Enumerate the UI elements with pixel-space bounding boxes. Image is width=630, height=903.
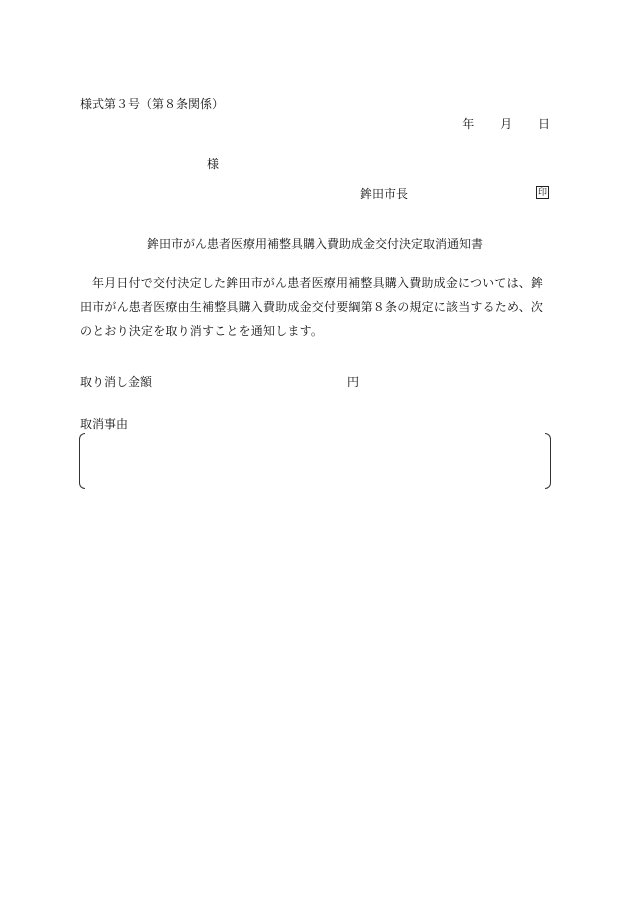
- reason-bracket-right: [545, 433, 551, 489]
- document-title: 鉾田市がん患者医療用補整具購入費助成金交付決定取消通知書: [146, 237, 483, 251]
- recipient-honorific: 様: [207, 157, 220, 171]
- body-paragraph: 年月日付で交付決定した鉾田市がん患者医療用補整具購入費助成金については、鉾田市がん患者医療由生補整具購入費助成金交付要綱第８条の規定に該当するため、次のとおり決定を取り消すことを通知します。: [80, 276, 544, 338]
- date-year: 年: [462, 117, 475, 131]
- form-number: 様式第３号（第８条関係）: [80, 97, 225, 111]
- seal-icon: 印: [537, 188, 547, 198]
- amount-label: 取り消し金額: [80, 375, 153, 389]
- date-day: 日: [537, 117, 550, 131]
- amount-unit: 円: [347, 375, 360, 389]
- reason-label: 取消事由: [80, 417, 129, 431]
- date-line: [462, 118, 550, 130]
- reason-bracket-left: [79, 433, 85, 489]
- reason-box: [79, 433, 551, 489]
- date-month: 月: [500, 117, 513, 131]
- issuer-name: 鉾田市長: [360, 187, 409, 201]
